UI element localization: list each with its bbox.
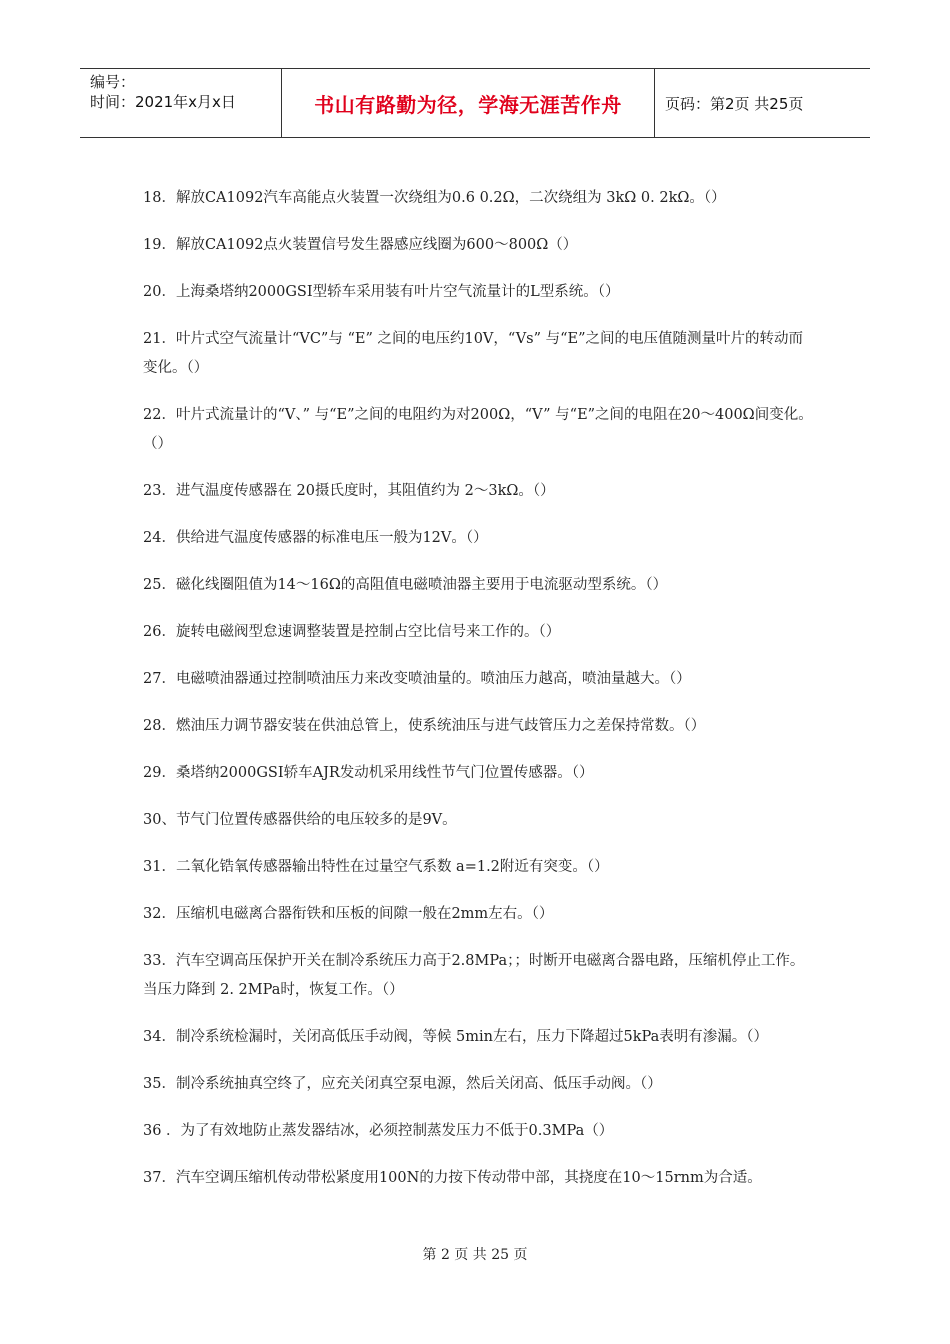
page-footer: 第 2 页 共 25 页	[422, 1247, 528, 1263]
question-item: 21．叶片式空气流量计“VC”与 “E” 之间的电压约10V，“Vs” 与“E”之间的电压值随测量叶片的转动而变化。（）	[143, 331, 804, 376]
question-item: 25．磁化线圈阻值为14～16Ω的高阻值电磁喷油器主要用于电流驱动型系统。（）	[143, 577, 668, 593]
header-motto: 书山有路勤为径，学海无涯苦作舟	[282, 69, 655, 137]
question-item: 19．解放CA1092点火装置信号发生器感应线圈为600～800Ω（）	[143, 237, 578, 253]
question-item: 22．叶片式流量计的“V、” 与“E”之间的电阻约为对200Ω，“V” 与“E”之间的电阻在20～400Ω间变化。（）	[143, 407, 813, 452]
question-item: 23．进气温度传感器在 20摄氏度时，其阻值约为 2～3kΩ。（）	[143, 483, 555, 499]
document-number-label: 编号：	[90, 73, 136, 91]
question-item: 35．制冷系统抽真空终了，应充关闭真空泵电源，然后关闭高、低压手动阀。（）	[143, 1076, 662, 1092]
question-item: 29．桑塔纳2000GSI轿车AJR发动机采用线性节气门位置传感器。（）	[143, 765, 594, 781]
question-item: 28．燃油压力调节器安装在供油总管上，使系统油压与进气歧管压力之差保持常数。（）	[143, 718, 706, 734]
question-item: 26．旋转电磁阀型怠速调整装置是控制占空比信号来工作的。（）	[143, 624, 561, 640]
question-item: 27．电磁喷油器通过控制喷油压力来改变喷油量的。喷油压力越高，喷油量越大。（）	[143, 671, 691, 687]
question-item: 33．汽车空调高压保护开关在制冷系统压力高于2.8MPa；；时断开电磁离合器电路，压缩机停止工作。当压力降到 2. 2MPa时，恢复工作。（）	[143, 953, 805, 998]
question-list	[143, 184, 815, 1211]
question-item: 18．解放CA1092汽车高能点火装置一次绕组为0.6 0.2Ω，二次绕组为 3kΩ 0. 2kΩ。（）	[143, 190, 726, 206]
question-item: 20．上海桑塔纳2000GSI型轿车采用装有叶片空气流量计的L型系统。（）	[143, 284, 620, 300]
question-item: 24．供给进气温度传感器的标准电压一般为12V。（）	[143, 530, 488, 546]
question-item: 34．制冷系统检漏时，关闭高低压手动阀，等候 5min左右，压力下降超过5kPa表明有渗漏。（）	[143, 1029, 769, 1045]
header-page-info: 页码：第2页 共25页	[665, 94, 804, 113]
question-item: 32．压缩机电磁离合器衔铁和压板的间隙一般在2mm左右。（）	[143, 906, 554, 922]
page-header	[80, 68, 870, 138]
document-time-label: 时间：2021年x月x日	[90, 93, 236, 111]
question-item: 30、节气门位置传感器供给的电压较多的是9V。	[143, 812, 457, 828]
question-item: 36 ．为了有效地防止蒸发器结冰，必须控制蒸发压力不低于0.3MPa（）	[143, 1123, 614, 1139]
question-item: 31．二氧化锆氧传感器输出特性在过量空气系数 a=1.2附近有突变。（）	[143, 859, 609, 875]
header-meta	[80, 69, 282, 137]
question-item: 37．汽车空调压缩机传动带松紧度用100N的力按下传动带中部，其挠度在10～15rnm为合适。	[143, 1170, 762, 1186]
